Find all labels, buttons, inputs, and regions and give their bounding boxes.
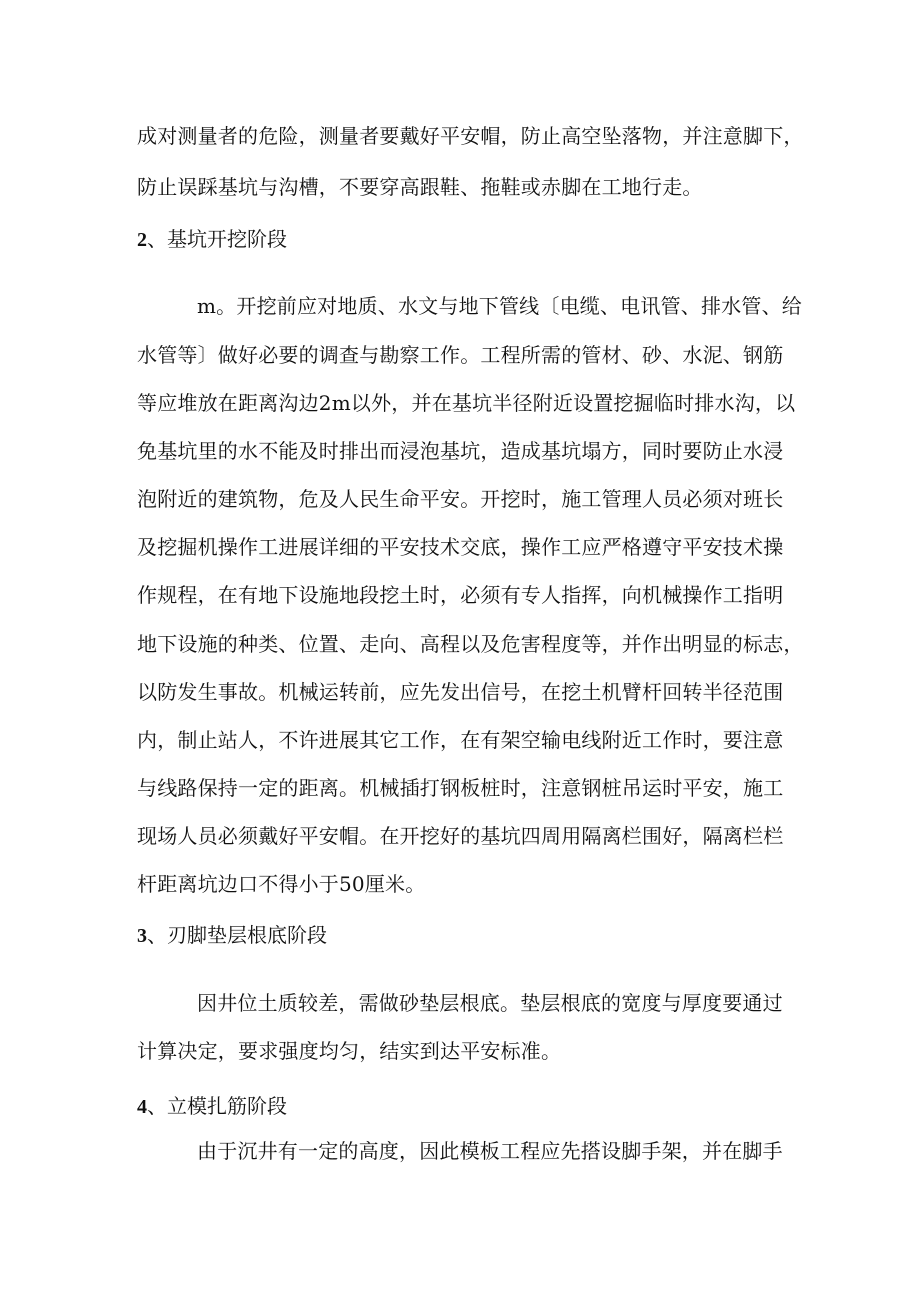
section-2-line: 水管等〕做好必要的调查与勘察工作。工程所需的管材、砂、水泥、钢筋: [137, 343, 784, 367]
section-2-line: 现场人员必须戴好平安帽。在开挖好的基坑四周用隔离栏围好，隔离栏栏: [137, 824, 784, 848]
section-3-number: 3: [137, 925, 147, 947]
section-4-number: 4: [137, 1096, 147, 1118]
section-2-title: 、基坑开挖阶段: [147, 227, 287, 251]
section-2-heading: [137, 225, 287, 254]
section-3-heading: [137, 921, 327, 950]
section-4-heading: [137, 1092, 287, 1121]
intro-line-1: 成对测量者的危险，测量者要戴好平安帽，防止高空坠落物，并注意脚下，: [137, 124, 804, 148]
section-2-line: m。开挖前应对地质、水文与地下管线〔电缆、电讯管、排水管、给: [197, 294, 802, 318]
section-3-line: 因井位土质较差，需做砂垫层根底。垫层根底的宽度与厚度要通过: [197, 991, 783, 1015]
section-4-title: 、立模扎筋阶段: [147, 1094, 287, 1118]
section-2-line: 免基坑里的水不能及时排出而浸泡基坑，造成基坑塌方，同时要防止水浸: [137, 439, 784, 463]
section-3-line: 计算决定，要求强度均匀，结实到达平安标准。: [137, 1039, 562, 1063]
section-2-line: 作规程，在有地下设施地段挖土时，必须有专人指挥，向机械操作工指明: [137, 583, 784, 607]
section-2-line: 及挖掘机操作工进展详细的平安技术交底，操作工应严格遵守平安技术操: [137, 535, 784, 559]
section-2-line: 以防发生事故。机械运转前，应先发出信号，在挖土机臂杆回转半径范围: [137, 680, 784, 704]
section-2-line: 内，制止站人，不许进展其它工作，在有架空输电线附近工作时，要注意: [137, 728, 784, 752]
section-2-line: 等应堆放在距离沟边2m以外，并在基坑半径附近设置挖掘临时排水沟，以: [137, 391, 796, 415]
section-2-line: 地下设施的种类、位置、走向、高程以及危害程度等，并作出明显的标志，: [137, 632, 804, 656]
intro-line-2: 防止误踩基坑与沟槽，不要穿高跟鞋、拖鞋或赤脚在工地行走。: [137, 175, 703, 199]
section-4-line: 由于沉井有一定的高度，因此模板工程应先搭设脚手架，并在脚手: [197, 1139, 783, 1163]
section-2-line: 与线路保持一定的距离。机械插打钢板桩时，注意钢桩吊运时平安，施工: [137, 776, 784, 800]
section-2-line: 杆距离坑边口不得小于50厘米。: [137, 872, 426, 896]
section-2-line: 泡附近的建筑物，危及人民生命平安。开挖时，施工管理人员必须对班长: [137, 487, 784, 511]
section-2-number: 2: [137, 229, 147, 251]
section-3-title: 、刃脚垫层根底阶段: [147, 923, 327, 947]
